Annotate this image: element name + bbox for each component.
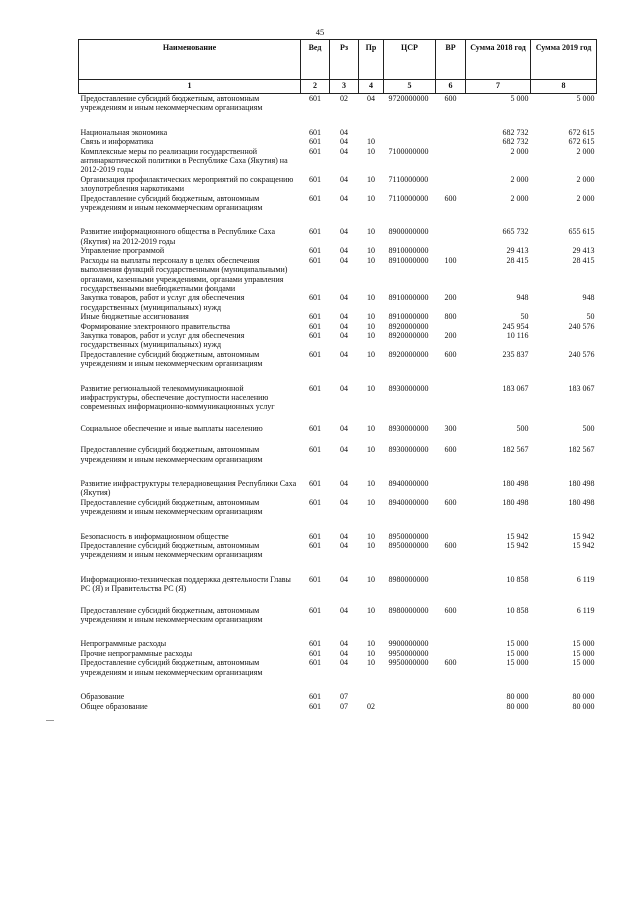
row-name: Закупка товаров, работ и услуг для обеспечения государственных (муниципальных) нужд — [80, 330, 245, 350]
row-ved: 601 — [309, 255, 321, 265]
row-vr — [436, 649, 466, 658]
row-rz: 04 — [340, 146, 348, 156]
row-name: Управление программой — [80, 246, 165, 256]
row-vr — [436, 246, 466, 255]
row-rz: 04 — [340, 137, 348, 147]
row-csr: 7110000000 — [388, 174, 429, 184]
row-name: Предоставление субсидий бюджетным, автономным учреждениям и иным некоммерческим организациям — [80, 541, 263, 560]
row-rz: 07 — [340, 701, 348, 711]
row-csr: 9720000000 — [388, 94, 429, 103]
row-sum-2018: 180 498 — [502, 479, 529, 488]
header-ved: Вед — [301, 40, 330, 80]
row-name: Социальное обеспечение и иные выплаты населению — [80, 423, 263, 433]
row-ved: 601 — [309, 227, 321, 237]
row-sum-2018: 80 000 — [506, 701, 529, 711]
row-ved: 601 — [309, 531, 321, 541]
row-sum-2019: 180 498 — [568, 497, 595, 507]
table-row — [79, 137, 597, 146]
row-name: Общее образование — [80, 701, 148, 711]
row-sum-2019: 240 576 — [568, 349, 595, 359]
row-ved: 601 — [309, 701, 321, 711]
row-rz: 07 — [340, 692, 348, 702]
table-row — [79, 479, 597, 498]
row-sum-2019: 80 000 — [572, 692, 595, 702]
row-sum-2018: 948 — [516, 293, 529, 303]
row-name: Предоставление субсидий бюджетным, автономным учреждениям и иным некоммерческим организациям — [80, 94, 263, 113]
row-vr: 600 — [444, 445, 457, 455]
row-pr: 10 — [367, 293, 375, 303]
row-pr: 10 — [367, 321, 375, 331]
row-pr: 10 — [367, 574, 375, 584]
row-ved: 601 — [309, 94, 321, 103]
row-sum-2018: 15 942 — [506, 531, 529, 541]
row-csr: 8910000000 — [388, 255, 429, 265]
row-sum-2018: 28 415 — [506, 255, 529, 265]
table-header — [79, 40, 597, 94]
row-pr: 10 — [367, 531, 375, 541]
table-row — [79, 246, 597, 255]
table-row — [79, 175, 597, 194]
header-number-row — [79, 80, 597, 94]
header-sum-2018: Сумма 2018 год — [466, 40, 531, 80]
row-sum-2019: 15 000 — [572, 658, 595, 668]
row-sum-2018: 15 000 — [506, 639, 529, 649]
row-csr — [384, 128, 436, 137]
table-row — [79, 541, 597, 575]
row-csr: 8950000000 — [388, 541, 429, 551]
row-rz: 04 — [340, 383, 348, 393]
row-sum-2018: 500 — [516, 423, 529, 433]
row-sum-2018: 182 567 — [502, 445, 529, 455]
row-rz: 04 — [340, 312, 348, 322]
row-pr: 10 — [367, 146, 375, 156]
row-vr — [436, 227, 466, 246]
row-sum-2019: 15 000 — [572, 639, 595, 649]
column-number: 8 — [531, 80, 597, 94]
row-rz: 04 — [340, 255, 348, 265]
table-row — [79, 606, 597, 640]
row-name: Комплексные меры по реализации государственной антинаркотической политики в Республике Саха (Якутия) на 2012-2019 годы — [80, 146, 288, 175]
row-csr: 9950000000 — [388, 658, 429, 668]
row-name: Закупка товаров, работ и услуг для обеспечения государственных (муниципальных) нужд — [80, 293, 245, 312]
row-rz: 04 — [340, 423, 348, 433]
row-pr: 10 — [367, 605, 375, 615]
column-number: 3 — [330, 80, 359, 94]
column-number: 1 — [79, 80, 301, 94]
row-rz: 04 — [340, 445, 348, 455]
row-rz: 04 — [340, 531, 348, 541]
row-ved: 601 — [309, 605, 321, 615]
table-row — [79, 498, 597, 532]
row-csr: 9950000000 — [388, 648, 429, 658]
table-row — [79, 322, 597, 331]
row-name: Развитие инфраструктуры телерадиовещания Республики Саха (Якутия) — [80, 479, 297, 498]
row-vr — [436, 322, 466, 331]
table-row — [79, 575, 597, 606]
row-ved: 601 — [309, 445, 321, 455]
row-pr: 10 — [367, 497, 375, 507]
row-sum-2019: 183 067 — [568, 383, 595, 393]
row-vr — [436, 479, 466, 498]
table-row — [79, 649, 597, 658]
row-csr: 8940000000 — [388, 479, 429, 488]
header-vr: ВР — [436, 40, 466, 80]
row-name: Предоставление субсидий бюджетным, автономным учреждениям и иным некоммерческим организациям — [80, 349, 263, 369]
column-number: 6 — [436, 80, 466, 94]
row-ved: 601 — [309, 193, 321, 203]
row-pr: 10 — [367, 479, 375, 488]
row-rz: 02 — [340, 94, 348, 103]
row-sum-2019: 6 119 — [576, 574, 595, 584]
row-sum-2018: 10 116 — [506, 330, 529, 340]
table-row — [79, 227, 597, 246]
row-rz: 04 — [340, 174, 348, 184]
row-name: Расходы на выплаты персоналу в целях обеспечения выполнения функций государственными (муниципальными) органами, казенными учреждениями, органами управления государственными внебюджетными фондами — [80, 255, 288, 293]
row-sum-2019: 5 000 — [576, 94, 595, 103]
column-number: 2 — [301, 80, 330, 94]
row-name: Иные бюджетные ассигнования — [80, 312, 189, 322]
row-sum-2019: 948 — [582, 293, 595, 303]
row-csr: 9900000000 — [388, 639, 429, 649]
row-csr: 8940000000 — [388, 497, 429, 507]
row-rz: 04 — [340, 574, 348, 584]
row-pr: 10 — [367, 349, 375, 359]
header-rz: Рз — [330, 40, 359, 80]
row-sum-2019: 29 413 — [572, 246, 595, 256]
row-rz: 04 — [340, 330, 348, 340]
row-vr: 600 — [444, 94, 457, 103]
row-ved: 601 — [309, 479, 321, 488]
table-row — [79, 424, 597, 445]
row-pr — [359, 128, 384, 137]
row-ved: 601 — [309, 330, 321, 340]
row-name: Непрограммные расходы — [80, 639, 167, 649]
row-rz: 04 — [340, 639, 348, 649]
column-number: 5 — [384, 80, 436, 94]
row-ved: 601 — [309, 127, 321, 137]
row-sum-2019: 655 615 — [568, 227, 595, 237]
row-rz: 04 — [340, 648, 348, 658]
row-sum-2019: 182 567 — [568, 445, 595, 455]
row-ved: 601 — [309, 174, 321, 184]
row-sum-2018: 15 000 — [506, 648, 529, 658]
row-ved: 601 — [309, 648, 321, 658]
row-name: Связь и информатика — [80, 137, 154, 147]
row-csr: 8920000000 — [388, 321, 429, 331]
column-number: 4 — [359, 80, 384, 94]
row-rz: 04 — [340, 479, 348, 488]
row-csr: 8910000000 — [388, 293, 429, 303]
row-name: Развитие региональной телекоммуникационной инфраструктуры, обеспечение доступности населению современных информационно-коммуникационных услуг — [80, 383, 275, 412]
row-ved: 601 — [309, 574, 321, 584]
row-ved: 601 — [309, 312, 321, 322]
row-sum-2019: 15 942 — [572, 541, 595, 551]
row-name: Предоставление субсидий бюджетным, автономным учреждениям и иным некоммерческим организациям — [80, 658, 263, 677]
row-name: Безопасность в информационном обществе — [80, 531, 229, 541]
row-sum-2019: 180 498 — [568, 479, 595, 488]
row-name: Национальная экономика — [80, 127, 168, 137]
row-csr: 7100000000 — [388, 146, 429, 156]
row-ved: 601 — [309, 497, 321, 507]
table-row — [79, 350, 597, 384]
row-ved: 601 — [309, 423, 321, 433]
row-pr: 10 — [367, 174, 375, 184]
row-pr: 10 — [367, 137, 375, 147]
row-csr: 8930000000 — [388, 423, 429, 433]
row-sum-2018: 682 732 — [502, 137, 529, 147]
table-row — [79, 331, 597, 350]
table-row — [79, 128, 597, 137]
row-ved: 601 — [309, 692, 321, 702]
row-sum-2018: 10 858 — [506, 574, 529, 584]
row-vr: 600 — [444, 193, 457, 203]
row-sum-2018: 50 — [520, 312, 529, 322]
row-rz: 04 — [340, 246, 348, 256]
row-ved: 601 — [309, 137, 321, 147]
row-rz: 04 — [340, 349, 348, 359]
row-name: Предоставление субсидий бюджетным, автономным учреждениям и иным некоммерческим организациям — [80, 605, 263, 625]
row-rz: 04 — [340, 293, 348, 303]
row-sum-2019: 500 — [582, 423, 595, 433]
row-rz: 04 — [340, 541, 348, 551]
header-pr: Пр — [359, 40, 384, 80]
row-rz: 04 — [340, 227, 348, 237]
row-sum-2018: 15 000 — [506, 658, 529, 668]
row-csr: 8980000000 — [388, 574, 429, 584]
table-row — [79, 147, 597, 175]
row-csr — [384, 137, 436, 146]
row-pr: 10 — [367, 639, 375, 649]
row-sum-2018: 682 732 — [502, 127, 529, 137]
row-vr — [436, 692, 466, 701]
row-pr: 10 — [367, 445, 375, 455]
row-ved: 601 — [309, 293, 321, 303]
row-sum-2018: 15 942 — [506, 541, 529, 551]
row-pr: 10 — [367, 423, 375, 433]
row-sum-2019: 28 415 — [572, 255, 595, 265]
row-sum-2019: 2 000 — [576, 174, 595, 184]
row-pr: 10 — [367, 255, 375, 265]
row-ved: 601 — [309, 383, 321, 393]
column-number: 7 — [466, 80, 531, 94]
row-csr: 8920000000 — [388, 349, 429, 359]
row-sum-2019: 50 — [586, 312, 595, 322]
row-vr: 600 — [444, 605, 457, 615]
row-name: Развитие информационного общества в Республике Саха (Якутия) на 2012-2019 годы — [80, 227, 275, 246]
budget-table — [78, 39, 597, 711]
row-sum-2018: 2 000 — [510, 146, 529, 156]
row-ved: 601 — [309, 146, 321, 156]
row-sum-2018: 183 067 — [502, 383, 529, 393]
row-pr: 04 — [367, 94, 375, 103]
row-rz: 04 — [340, 658, 348, 668]
row-sum-2018: 10 858 — [506, 605, 529, 615]
row-vr — [436, 639, 466, 648]
row-ved: 601 — [309, 639, 321, 649]
row-vr — [436, 137, 466, 146]
row-csr: 8910000000 — [388, 312, 429, 322]
row-csr: 8950000000 — [388, 531, 429, 541]
row-pr: 10 — [367, 330, 375, 340]
header-sum-2019: Сумма 2019 год — [531, 40, 597, 80]
row-sum-2019 — [531, 331, 597, 350]
row-pr: 10 — [367, 541, 375, 551]
table-row — [79, 639, 597, 648]
row-rz: 04 — [340, 321, 348, 331]
row-sum-2019: 6 119 — [576, 605, 595, 615]
row-csr — [384, 702, 436, 711]
row-name: Предоставление субсидий бюджетным, автономным учреждениям и иным некоммерческим организациям — [80, 445, 263, 464]
table-row — [79, 532, 597, 541]
row-sum-2018: 235 837 — [502, 349, 529, 359]
table-row — [79, 312, 597, 321]
row-pr: 10 — [367, 227, 375, 237]
row-sum-2018: 180 498 — [502, 497, 529, 507]
row-rz: 04 — [340, 605, 348, 615]
row-pr: 10 — [367, 246, 375, 256]
row-vr: 100 — [444, 255, 457, 265]
row-sum-2019: 672 615 — [568, 127, 595, 137]
table-row — [79, 256, 597, 294]
table-row — [79, 445, 597, 479]
row-pr: 10 — [367, 193, 375, 203]
table-row — [79, 384, 597, 424]
row-vr: 200 — [444, 293, 457, 303]
row-vr: 800 — [444, 312, 457, 322]
row-vr — [436, 384, 466, 424]
row-sum-2019: 15 942 — [572, 531, 595, 541]
row-vr — [436, 702, 466, 711]
row-csr: 8900000000 — [388, 227, 429, 237]
row-sum-2018: 245 954 — [502, 321, 529, 331]
row-ved: 601 — [309, 321, 321, 331]
table-row — [79, 658, 597, 692]
row-ved: 601 — [309, 246, 321, 256]
row-vr: 600 — [444, 349, 457, 359]
row-ved: 601 — [309, 658, 321, 668]
row-vr: 600 — [444, 497, 457, 507]
row-name: Формирование электронного правительства — [80, 321, 231, 331]
row-vr — [436, 575, 466, 606]
table-row — [79, 94, 597, 128]
row-csr: 8910000000 — [388, 246, 429, 256]
row-vr — [436, 532, 466, 541]
row-vr: 600 — [444, 658, 457, 668]
row-sum-2019: 80 000 — [572, 701, 595, 711]
header-name: Наименование — [79, 40, 301, 80]
row-pr: 10 — [367, 383, 375, 393]
row-name: Информационно-техническая поддержка деятельности Главы РС (Я) и Правительства РС (Я) — [80, 574, 291, 594]
row-vr: 200 — [444, 330, 457, 340]
row-csr: 8930000000 — [388, 383, 429, 393]
row-sum-2018: 665 732 — [502, 227, 529, 237]
row-sum-2018: 2 000 — [510, 174, 529, 184]
row-name: Предоставление субсидий бюджетным, автономным учреждениям и иным некоммерческим организациям — [80, 497, 263, 517]
header-row — [79, 40, 597, 80]
row-name: Прочие непрограммные расходы — [80, 648, 193, 658]
row-vr — [436, 147, 466, 175]
row-rz: 04 — [340, 193, 348, 203]
row-pr: 10 — [367, 648, 375, 658]
row-rz: 04 — [340, 497, 348, 507]
page-number: 45 — [315, 27, 325, 37]
header-csr: ЦСР — [384, 40, 436, 80]
row-name: Организация профилактических мероприятий по сокращению злоупотребления наркотиками — [80, 174, 294, 194]
row-sum-2018: 80 000 — [506, 692, 529, 702]
row-sum-2018: 5 000 — [510, 94, 529, 103]
row-sum-2019: 240 576 — [568, 321, 595, 331]
table-row — [79, 293, 597, 312]
row-pr: 10 — [367, 312, 375, 322]
row-name: Предоставление субсидий бюджетным, автономным учреждениям и иным некоммерческим организациям — [80, 193, 263, 213]
row-vr: 300 — [444, 423, 457, 433]
row-pr: 02 — [367, 701, 375, 711]
row-sum-2018: 29 413 — [506, 246, 529, 256]
row-csr: 8930000000 — [388, 445, 429, 455]
margin-mark — [46, 720, 54, 721]
table-row — [79, 692, 597, 701]
row-vr — [436, 175, 466, 194]
row-vr: 600 — [444, 541, 457, 551]
table-row — [79, 194, 597, 228]
row-vr — [436, 128, 466, 137]
row-pr: 10 — [367, 658, 375, 668]
row-csr: 8920000000 — [388, 330, 429, 340]
row-sum-2019: 15 000 — [572, 648, 595, 658]
row-sum-2019: 2 000 — [576, 146, 595, 156]
row-rz: 04 — [340, 127, 348, 137]
row-name: Образование — [80, 692, 125, 702]
table-body — [79, 94, 597, 711]
row-pr — [359, 692, 384, 701]
table-row — [79, 702, 597, 711]
row-csr: 8980000000 — [388, 605, 429, 615]
row-sum-2019: 672 615 — [568, 137, 595, 147]
row-csr: 7110000000 — [388, 193, 429, 203]
row-ved: 601 — [309, 349, 321, 359]
row-sum-2018: 2 000 — [510, 193, 529, 203]
row-csr — [384, 692, 436, 701]
row-sum-2019: 2 000 — [576, 193, 595, 203]
row-ved: 601 — [309, 541, 321, 551]
